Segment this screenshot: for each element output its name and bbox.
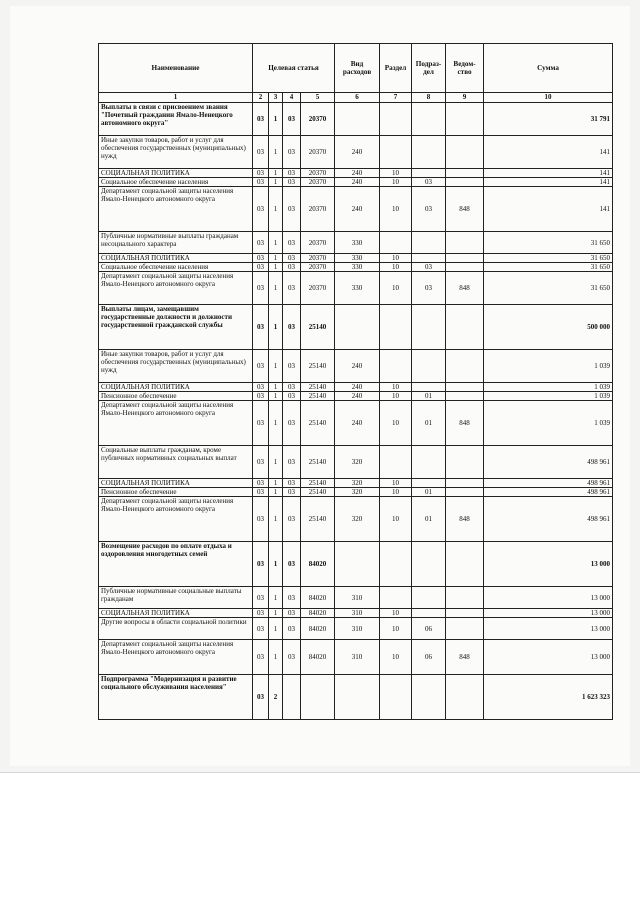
target-direction-code: 25140: [301, 350, 335, 383]
target-main-activity-code: 03: [283, 392, 301, 401]
header-sum: Сумма: [484, 44, 613, 93]
target-main-activity-code: [283, 675, 301, 720]
table-row: [99, 587, 613, 609]
target-main-activity-code: 03: [283, 103, 301, 136]
subsection-code: [412, 383, 446, 392]
row-sum: 1 039: [484, 392, 613, 401]
target-direction-code: 84020: [301, 587, 335, 609]
department-code: [446, 479, 484, 488]
department-code: [446, 350, 484, 383]
subsection-code: 03: [412, 272, 446, 305]
target-program-code: 03: [253, 263, 269, 272]
target-program-code: 03: [253, 488, 269, 497]
row-sum: 141: [484, 178, 613, 187]
row-sum: 498 961: [484, 488, 613, 497]
section-code: [380, 232, 412, 254]
expense-type-code: 240: [335, 392, 380, 401]
subsection-code: [412, 254, 446, 263]
section-code: [380, 587, 412, 609]
table-row: [99, 542, 613, 587]
department-code: [446, 446, 484, 479]
expense-type-code: [335, 542, 380, 587]
row-sum: 31 650: [484, 254, 613, 263]
target-direction-code: 25140: [301, 446, 335, 479]
target-direction-code: 25140: [301, 392, 335, 401]
target-main-activity-code: 03: [283, 232, 301, 254]
target-program-code: 03: [253, 609, 269, 618]
target-direction-code: 25140: [301, 488, 335, 497]
row-name: Иные закупки товаров, работ и услуг для обеспечения государственных (муниципальных) нужд: [99, 350, 253, 383]
subsection-code: 06: [412, 618, 446, 640]
target-direction-code: 20370: [301, 187, 335, 232]
target-main-activity-code: 03: [283, 136, 301, 169]
table-row: [99, 178, 613, 187]
section-code: [380, 542, 412, 587]
section-code: 10: [380, 497, 412, 542]
table-row: [99, 401, 613, 446]
target-direction-code: 25140: [301, 305, 335, 350]
expense-type-code: 310: [335, 609, 380, 618]
subsection-code: [412, 587, 446, 609]
section-code: 10: [380, 178, 412, 187]
department-code: [446, 675, 484, 720]
row-sum: 1 623 323: [484, 675, 613, 720]
table-row: [99, 232, 613, 254]
section-code: 10: [380, 263, 412, 272]
target-main-activity-code: 03: [283, 254, 301, 263]
target-subprogram-code: 1: [269, 609, 283, 618]
section-code: [380, 675, 412, 720]
target-program-code: 03: [253, 103, 269, 136]
table-row: [99, 272, 613, 305]
subsection-code: [412, 675, 446, 720]
table-row: [99, 350, 613, 383]
row-sum: 500 000: [484, 305, 613, 350]
row-name: Департамент социальной защиты населения Ямало-Ненецкого автономного округа: [99, 497, 253, 542]
header-subsection: Подраз-дел: [412, 44, 446, 93]
header-section: Раздел: [380, 44, 412, 93]
table-row: [99, 497, 613, 542]
target-main-activity-code: 03: [283, 187, 301, 232]
target-direction-code: 25140: [301, 401, 335, 446]
row-name: СОЦИАЛЬНАЯ ПОЛИТИКА: [99, 383, 253, 392]
table-row: [99, 383, 613, 392]
expense-type-code: 240: [335, 401, 380, 446]
column-number: 10: [484, 93, 613, 103]
section-code: 10: [380, 488, 412, 497]
row-sum: 31 650: [484, 263, 613, 272]
column-number: 8: [412, 93, 446, 103]
row-name: СОЦИАЛЬНАЯ ПОЛИТИКА: [99, 479, 253, 488]
target-main-activity-code: 03: [283, 178, 301, 187]
row-name: СОЦИАЛЬНАЯ ПОЛИТИКА: [99, 609, 253, 618]
column-number: 4: [283, 93, 301, 103]
department-code: [446, 169, 484, 178]
department-code: [446, 263, 484, 272]
department-code: [446, 609, 484, 618]
subsection-code: 01: [412, 497, 446, 542]
target-subprogram-code: 1: [269, 383, 283, 392]
column-number: 7: [380, 93, 412, 103]
row-sum: 31 650: [484, 272, 613, 305]
target-subprogram-code: 1: [269, 640, 283, 675]
subsection-code: [412, 350, 446, 383]
target-program-code: 03: [253, 446, 269, 479]
department-code: 848: [446, 497, 484, 542]
target-direction-code: 20370: [301, 178, 335, 187]
table-row: [99, 446, 613, 479]
expense-type-code: 320: [335, 497, 380, 542]
row-name: Возмещение расходов по оплате отдыха и оздоровления многодетных семей: [99, 542, 253, 587]
column-numbers-row: [99, 93, 613, 103]
expense-type-code: 240: [335, 169, 380, 178]
table-row: [99, 479, 613, 488]
target-direction-code: 20370: [301, 136, 335, 169]
target-subprogram-code: 1: [269, 392, 283, 401]
target-subprogram-code: 1: [269, 350, 283, 383]
subsection-code: 01: [412, 401, 446, 446]
expense-type-code: 320: [335, 479, 380, 488]
target-main-activity-code: 03: [283, 383, 301, 392]
target-direction-code: 20370: [301, 254, 335, 263]
row-sum: 13 000: [484, 587, 613, 609]
row-name: Социальное обеспечение населения: [99, 178, 253, 187]
target-subprogram-code: 2: [269, 675, 283, 720]
expense-type-code: [335, 675, 380, 720]
target-main-activity-code: 03: [283, 488, 301, 497]
expense-type-code: 330: [335, 232, 380, 254]
expense-type-code: 240: [335, 136, 380, 169]
expense-type-code: 320: [335, 446, 380, 479]
target-direction-code: 20370: [301, 103, 335, 136]
target-direction-code: 25140: [301, 497, 335, 542]
target-direction-code: 84020: [301, 609, 335, 618]
target-program-code: 03: [253, 187, 269, 232]
target-subprogram-code: 1: [269, 401, 283, 446]
target-subprogram-code: 1: [269, 305, 283, 350]
expense-type-code: 310: [335, 618, 380, 640]
table-row: [99, 609, 613, 618]
subsection-code: [412, 446, 446, 479]
target-program-code: 03: [253, 618, 269, 640]
subsection-code: [412, 136, 446, 169]
section-code: 10: [380, 187, 412, 232]
row-name: Департамент социальной защиты населения Ямало-Ненецкого автономного округа: [99, 272, 253, 305]
section-code: [380, 305, 412, 350]
target-main-activity-code: 03: [283, 479, 301, 488]
expense-type-code: [335, 103, 380, 136]
expense-type-code: 240: [335, 350, 380, 383]
table-row: [99, 640, 613, 675]
table-body: [99, 103, 613, 720]
row-sum: 31 791: [484, 103, 613, 136]
row-name: Социальные выплаты гражданам, кроме публичных нормативных социальных выплат: [99, 446, 253, 479]
column-number: 9: [446, 93, 484, 103]
target-main-activity-code: 03: [283, 618, 301, 640]
target-subprogram-code: 1: [269, 446, 283, 479]
target-subprogram-code: 1: [269, 187, 283, 232]
target-main-activity-code: 03: [283, 587, 301, 609]
section-code: 10: [380, 383, 412, 392]
target-subprogram-code: 1: [269, 103, 283, 136]
column-number: 2: [253, 93, 269, 103]
table-row: [99, 263, 613, 272]
column-number: 3: [269, 93, 283, 103]
row-sum: 13 000: [484, 618, 613, 640]
section-code: 10: [380, 479, 412, 488]
header-department: Ведом-ство: [446, 44, 484, 93]
row-sum: 13 000: [484, 609, 613, 618]
section-code: 10: [380, 609, 412, 618]
subsection-code: 06: [412, 640, 446, 675]
department-code: [446, 587, 484, 609]
row-sum: 498 961: [484, 446, 613, 479]
budget-table: [98, 43, 613, 720]
column-number: 6: [335, 93, 380, 103]
target-program-code: 03: [253, 587, 269, 609]
target-program-code: 03: [253, 305, 269, 350]
table-row: [99, 392, 613, 401]
target-program-code: 03: [253, 136, 269, 169]
target-subprogram-code: 1: [269, 497, 283, 542]
row-name: Подпрограмма "Модернизация и развитие социального обслуживания населения": [99, 675, 253, 720]
expense-type-code: 330: [335, 263, 380, 272]
expense-type-code: 240: [335, 178, 380, 187]
subsection-code: [412, 169, 446, 178]
target-main-activity-code: 03: [283, 609, 301, 618]
subsection-code: 03: [412, 263, 446, 272]
target-subprogram-code: 1: [269, 479, 283, 488]
target-subprogram-code: 1: [269, 232, 283, 254]
department-code: [446, 392, 484, 401]
target-main-activity-code: 03: [283, 640, 301, 675]
table-row: [99, 618, 613, 640]
department-code: [446, 232, 484, 254]
target-subprogram-code: 1: [269, 618, 283, 640]
department-code: [446, 383, 484, 392]
section-code: 10: [380, 618, 412, 640]
target-main-activity-code: 03: [283, 401, 301, 446]
target-main-activity-code: 03: [283, 497, 301, 542]
section-code: 10: [380, 169, 412, 178]
header-expense-type: Вид расходов: [335, 44, 380, 93]
department-code: [446, 305, 484, 350]
department-code: [446, 618, 484, 640]
target-direction-code: [301, 675, 335, 720]
expense-type-code: 320: [335, 488, 380, 497]
row-name: СОЦИАЛЬНАЯ ПОЛИТИКА: [99, 169, 253, 178]
header-name: Наименование: [99, 44, 253, 93]
target-main-activity-code: 03: [283, 446, 301, 479]
expense-type-code: 240: [335, 383, 380, 392]
target-main-activity-code: 03: [283, 272, 301, 305]
section-code: [380, 350, 412, 383]
target-program-code: 03: [253, 542, 269, 587]
header-target-article: Целевая статья: [253, 44, 335, 93]
department-code: [446, 488, 484, 497]
target-direction-code: 20370: [301, 232, 335, 254]
target-subprogram-code: 1: [269, 272, 283, 305]
target-subprogram-code: 1: [269, 488, 283, 497]
subsection-code: [412, 479, 446, 488]
section-code: 10: [380, 640, 412, 675]
target-program-code: 03: [253, 350, 269, 383]
column-number: 5: [301, 93, 335, 103]
department-code: 848: [446, 401, 484, 446]
row-sum: 1 039: [484, 350, 613, 383]
row-sum: 31 650: [484, 232, 613, 254]
target-program-code: 03: [253, 254, 269, 263]
target-subprogram-code: 1: [269, 587, 283, 609]
target-direction-code: 84020: [301, 542, 335, 587]
row-name: Департамент социальной защиты населения Ямало-Ненецкого автономного округа: [99, 640, 253, 675]
target-subprogram-code: 1: [269, 263, 283, 272]
row-name: Публичные нормативные выплаты гражданам несоциального характера: [99, 232, 253, 254]
target-program-code: 03: [253, 640, 269, 675]
row-sum: 141: [484, 136, 613, 169]
subsection-code: [412, 609, 446, 618]
row-name: Выплаты в связи с присвоением звания "Почетный гражданин Ямало-Ненецкого автономного округа": [99, 103, 253, 136]
department-code: [446, 103, 484, 136]
section-code: 10: [380, 254, 412, 263]
row-name: Департамент социальной защиты населения Ямало-Ненецкого автономного округа: [99, 401, 253, 446]
section-code: 10: [380, 401, 412, 446]
row-sum: 13 000: [484, 542, 613, 587]
row-name: Департамент социальной защиты населения Ямало-Ненецкого автономного округа: [99, 187, 253, 232]
target-program-code: 03: [253, 272, 269, 305]
section-code: [380, 136, 412, 169]
target-direction-code: 25140: [301, 479, 335, 488]
department-code: 848: [446, 640, 484, 675]
row-name: Пенсионное обеспечение: [99, 392, 253, 401]
target-main-activity-code: 03: [283, 350, 301, 383]
table-row: [99, 254, 613, 263]
expense-type-code: 310: [335, 587, 380, 609]
column-number: 1: [99, 93, 253, 103]
target-subprogram-code: 1: [269, 254, 283, 263]
target-direction-code: 25140: [301, 383, 335, 392]
target-program-code: 03: [253, 675, 269, 720]
target-subprogram-code: 1: [269, 542, 283, 587]
expense-type-code: 330: [335, 254, 380, 263]
target-direction-code: 20370: [301, 272, 335, 305]
target-program-code: 03: [253, 178, 269, 187]
target-direction-code: 20370: [301, 169, 335, 178]
department-code: [446, 178, 484, 187]
subsection-code: [412, 232, 446, 254]
table-row: [99, 187, 613, 232]
target-main-activity-code: 03: [283, 169, 301, 178]
target-subprogram-code: 1: [269, 169, 283, 178]
expense-type-code: 310: [335, 640, 380, 675]
target-program-code: 03: [253, 479, 269, 488]
department-code: 848: [446, 187, 484, 232]
section-code: 10: [380, 392, 412, 401]
table-row: [99, 136, 613, 169]
target-program-code: 03: [253, 401, 269, 446]
department-code: [446, 136, 484, 169]
row-sum: 141: [484, 169, 613, 178]
target-direction-code: 84020: [301, 618, 335, 640]
department-code: [446, 254, 484, 263]
target-program-code: 03: [253, 497, 269, 542]
subsection-code: [412, 305, 446, 350]
section-code: [380, 103, 412, 136]
target-subprogram-code: 1: [269, 178, 283, 187]
table-row: [99, 169, 613, 178]
subsection-code: 03: [412, 187, 446, 232]
row-sum: 1 039: [484, 383, 613, 392]
row-name: Публичные нормативные социальные выплаты гражданам: [99, 587, 253, 609]
table-row: [99, 675, 613, 720]
subsection-code: [412, 542, 446, 587]
target-subprogram-code: 1: [269, 136, 283, 169]
section-code: [380, 446, 412, 479]
expense-type-code: 330: [335, 272, 380, 305]
header-row: [99, 44, 613, 93]
row-sum: 141: [484, 187, 613, 232]
target-program-code: 03: [253, 383, 269, 392]
row-name: Другие вопросы в области социальной политики: [99, 618, 253, 640]
row-sum: 1 039: [484, 401, 613, 446]
target-main-activity-code: 03: [283, 542, 301, 587]
row-name: Социальное обеспечение населения: [99, 263, 253, 272]
row-name: Пенсионное обеспечение: [99, 488, 253, 497]
row-name: СОЦИАЛЬНАЯ ПОЛИТИКА: [99, 254, 253, 263]
expense-type-code: 240: [335, 187, 380, 232]
target-program-code: 03: [253, 392, 269, 401]
target-direction-code: 84020: [301, 640, 335, 675]
subsection-code: 03: [412, 178, 446, 187]
subsection-code: 01: [412, 392, 446, 401]
row-name: Иные закупки товаров, работ и услуг для обеспечения государственных (муниципальных) нужд: [99, 136, 253, 169]
target-program-code: 03: [253, 169, 269, 178]
target-direction-code: 20370: [301, 263, 335, 272]
table-row: [99, 305, 613, 350]
row-sum: 498 961: [484, 479, 613, 488]
department-code: 848: [446, 272, 484, 305]
row-sum: 13 000: [484, 640, 613, 675]
target-main-activity-code: 03: [283, 263, 301, 272]
subsection-code: 01: [412, 488, 446, 497]
row-name: Выплаты лицам, замещавшим государственные должности и должности государственной гражданской службы: [99, 305, 253, 350]
row-sum: 498 961: [484, 497, 613, 542]
department-code: [446, 542, 484, 587]
target-main-activity-code: 03: [283, 305, 301, 350]
section-code: 10: [380, 272, 412, 305]
subsection-code: [412, 103, 446, 136]
expense-type-code: [335, 305, 380, 350]
target-program-code: 03: [253, 232, 269, 254]
table-row: [99, 488, 613, 497]
table-row: [99, 103, 613, 136]
